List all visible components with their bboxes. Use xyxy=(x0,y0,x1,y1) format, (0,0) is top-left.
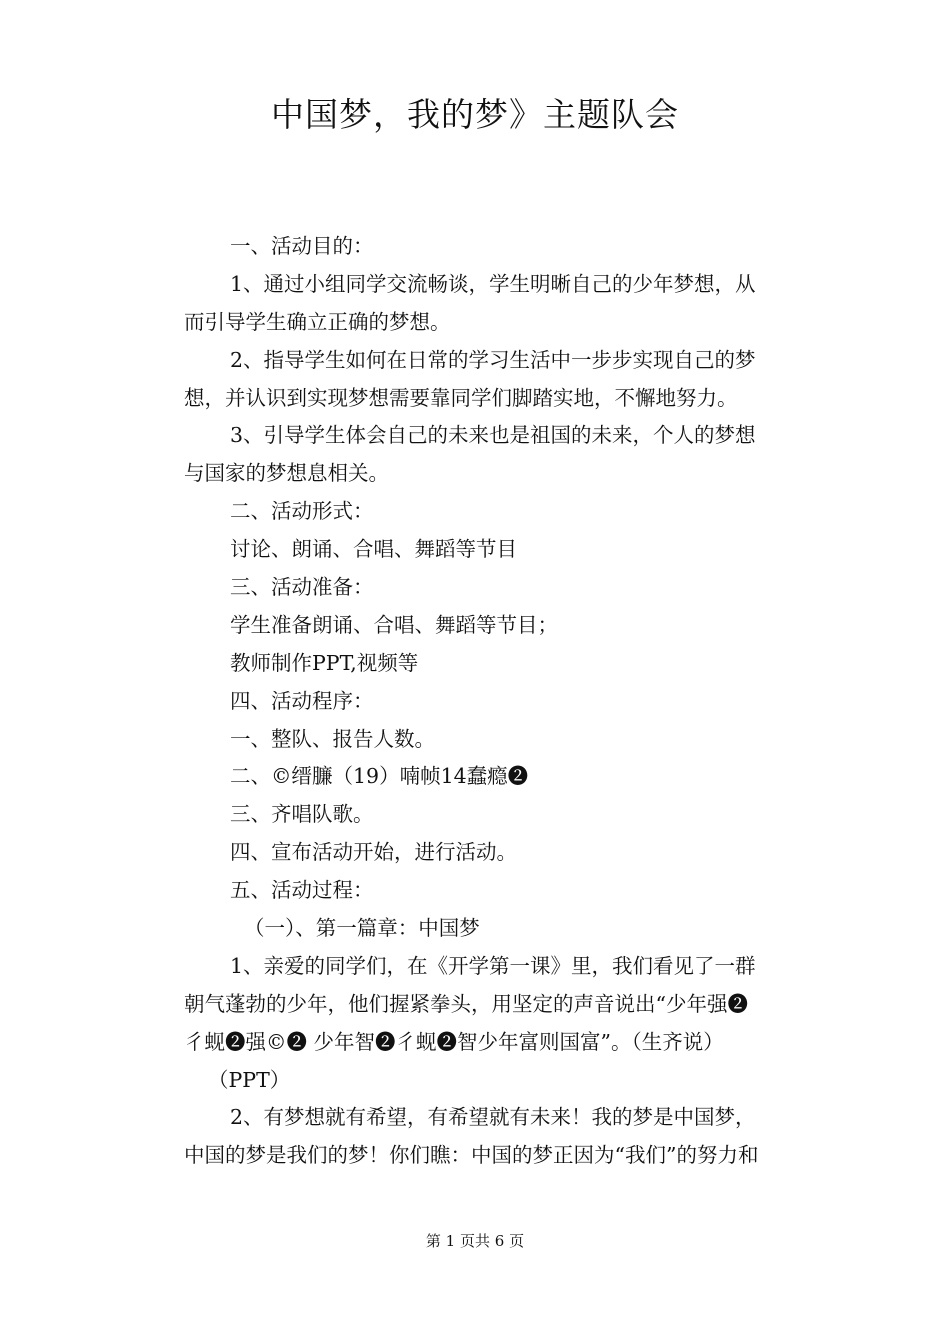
heading-process: 五、活动过程： xyxy=(230,878,374,903)
paragraph-line: 想，并认识到实现梦想需要靠同学们脚踏实地，不懈地努力。 xyxy=(184,385,738,410)
paragraph-line: 1、亲爱的同学们，在《开学第一课》里，我们看见了一群 xyxy=(230,953,756,978)
paragraph-line: 中国的梦是我们的梦！你们瞧：中国的梦正因为“我们”的努力和 xyxy=(184,1143,759,1168)
heading-format: 二、活动形式： xyxy=(230,499,374,524)
paragraph-line: 一、整队、报告人数。 xyxy=(230,726,435,751)
subheading-chapter-one: （一）、第一篇章：中国梦 xyxy=(244,916,480,941)
paragraph-line: 彳蚬❷强©❷ 少年智❷彳蚬❷智少年富则国富”。（生齐说） xyxy=(184,1029,724,1054)
paragraph-line: 学生准备朗诵、合唱、舞蹈等节目； xyxy=(230,612,558,637)
paragraph-line: 3、引导学生体会自己的未来也是祖国的未来，个人的梦想 xyxy=(230,423,756,448)
paragraph-line: 2、有梦想就有希望，有希望就有未来！我的梦是中国梦， xyxy=(230,1105,756,1130)
paragraph-line: 讨论、朗诵、合唱、舞蹈等节目 xyxy=(230,537,517,562)
paragraph-line: 而引导学生确立正确的梦想。 xyxy=(184,309,451,334)
paragraph-line: 四、宣布活动开始，进行活动。 xyxy=(230,840,517,865)
paragraph-line: 与国家的梦想息相关。 xyxy=(184,461,389,486)
paragraph-line: 教师制作PPT,视频等 xyxy=(230,650,419,675)
paragraph-line: （PPT） xyxy=(208,1067,291,1092)
heading-objectives: 一、活动目的： xyxy=(230,234,374,258)
paragraph-line: 朝气蓬勃的少年，他们握紧拳头，用坚定的声音说出“少年强❷ xyxy=(184,991,748,1016)
paragraph-line: 二、©缙臁（19）喃帧14蠢瘾❷ xyxy=(230,764,529,789)
page-number-footer: 第 1 页共 6 页 xyxy=(425,1232,525,1250)
document-body xyxy=(184,228,806,1175)
heading-preparation: 三、活动准备： xyxy=(230,575,374,600)
paragraph-line: 1、通过小组同学交流畅谈，学生明晰自己的少年梦想，从 xyxy=(230,271,756,296)
heading-procedure: 四、活动程序： xyxy=(230,688,374,713)
paragraph-line: 三、齐唱队歌。 xyxy=(230,802,374,827)
paragraph-line: 2、指导学生如何在日常的学习生活中一步步实现自己的梦 xyxy=(230,347,756,372)
document-title: 中国梦，我的梦》主题队会 xyxy=(271,95,679,134)
